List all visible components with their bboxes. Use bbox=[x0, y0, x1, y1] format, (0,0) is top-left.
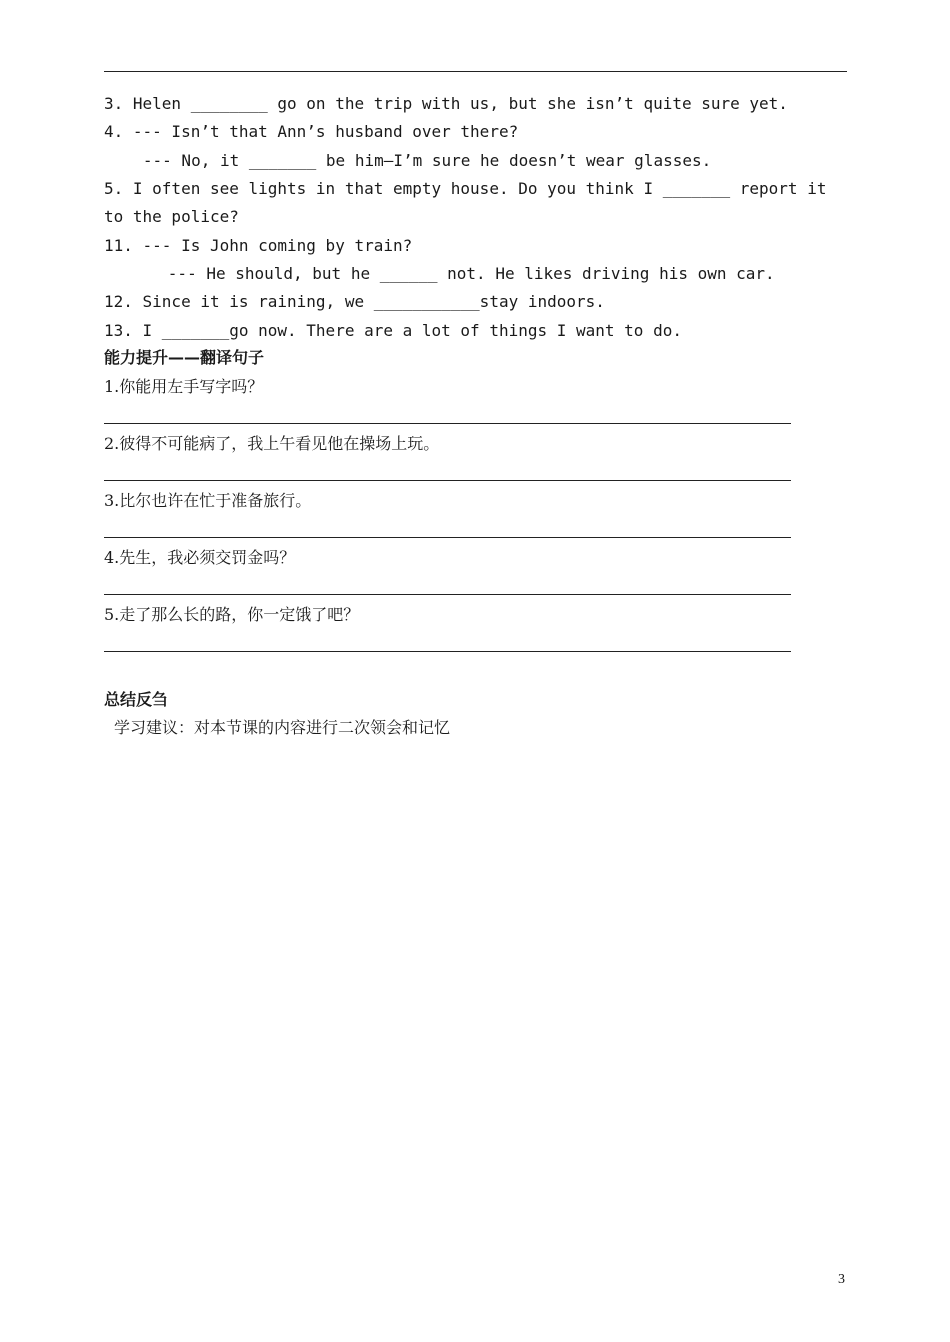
translate-item-1: 1.你能用左手写字吗？ bbox=[104, 377, 264, 396]
translate-heading: 能力提升——翻译句子 bbox=[104, 348, 265, 367]
question-4-answer: --- No, it _______ be him—I’m sure he doesn’t wear glasses. bbox=[114, 151, 712, 170]
answer-line-1 bbox=[104, 423, 791, 424]
answer-line-4 bbox=[104, 594, 791, 595]
question-4: 4. --- Isn’t that Ann’s husband over there? bbox=[104, 122, 519, 141]
summary-advice: 学习建议：对本节课的内容进行二次领会和记忆 bbox=[114, 718, 451, 737]
summary-heading: 总结反刍 bbox=[104, 690, 169, 709]
question-12: 12. Since it is raining, we ___________stay indoors. bbox=[104, 292, 605, 311]
translate-item-2: 2.彼得不可能病了，我上午看见他在操场上玩。 bbox=[104, 434, 440, 453]
translate-item-5: 5.走了那么长的路，你一定饿了吧？ bbox=[104, 605, 360, 624]
answer-line-3 bbox=[104, 537, 791, 538]
answer-line-5 bbox=[104, 651, 791, 652]
translate-item-4: 4.先生，我必须交罚金吗？ bbox=[104, 548, 296, 567]
question-5: 5. I often see lights in that empty house. Do you think I _______ report it bbox=[104, 179, 827, 198]
translate-item-3: 3.比尔也许在忙于准备旅行。 bbox=[104, 491, 312, 510]
header-rule bbox=[104, 71, 847, 72]
question-3: 3. Helen ________ go on the trip with us, but she isn’t quite sure yet. bbox=[104, 94, 788, 113]
question-11-answer: --- He should, but he ______ not. He likes driving his own car. bbox=[110, 264, 775, 283]
page-number: 3 bbox=[838, 1272, 845, 1287]
answer-line-2 bbox=[104, 480, 791, 481]
question-5-cont: to the police? bbox=[104, 207, 239, 226]
question-11: 11. --- Is John coming by train? bbox=[104, 236, 413, 255]
question-13: 13. I _______go now. There are a lot of things I want to do. bbox=[104, 321, 682, 340]
